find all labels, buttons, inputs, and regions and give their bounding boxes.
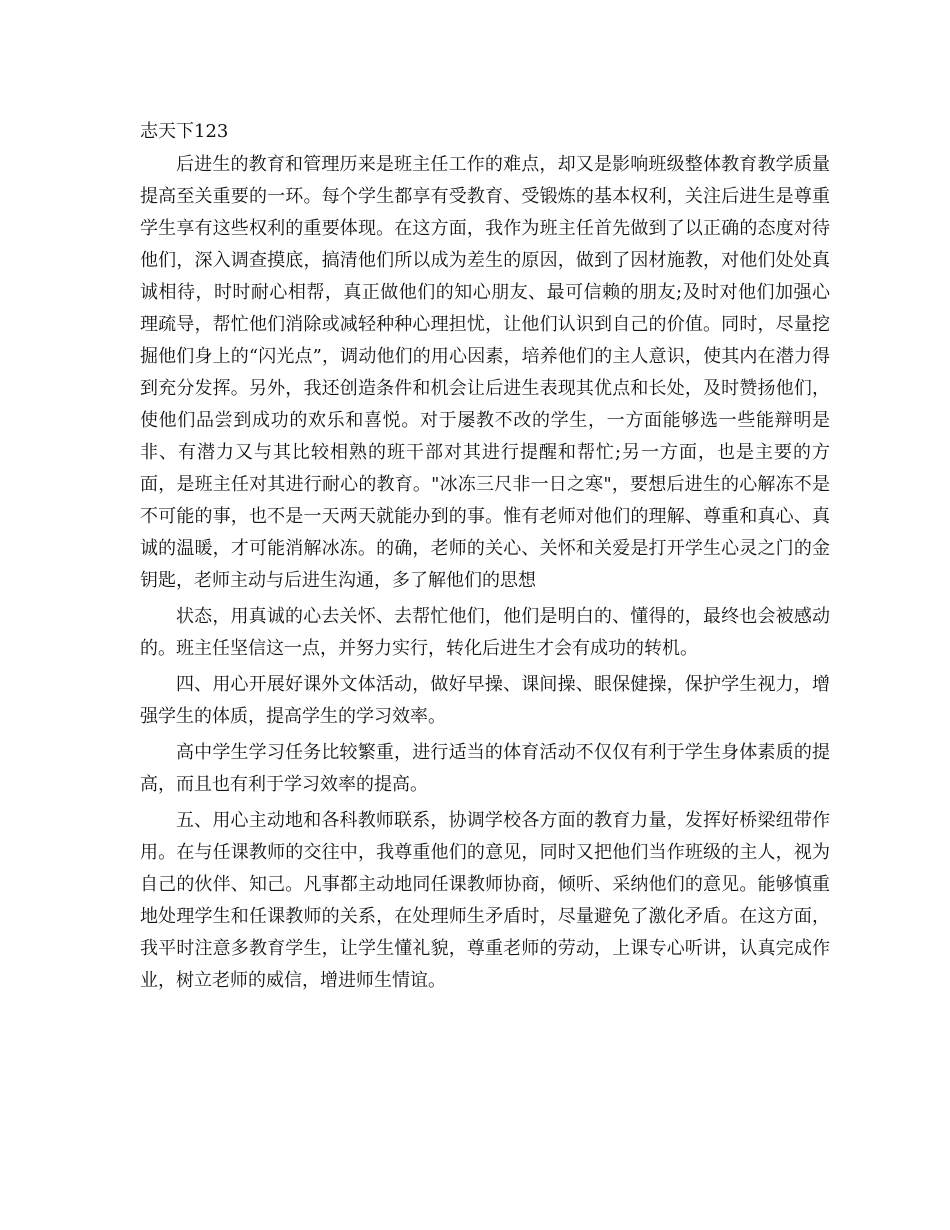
page-header-text: 志天下123 xyxy=(140,121,229,142)
paragraph-section-four: 四、用心开展好课外文体活动，做好早操、课间操、眼保健操，保护学生视力，增强学生的体质，提高学生的学习效率。 xyxy=(140,674,830,727)
paragraph-continuation: 状态，用真诚的心去关怀、去帮忙他们，他们是明白的、懂得的，最终也会被感动的。班主任坚信这一点，并努力实行，转化后进生才会有成功的转机。 xyxy=(140,606,830,659)
paragraph-sports-activity: 高中学生学习任务比较繁重，进行适当的体育活动不仅仅有利于学生身体素质的提高，而且也有利于学习效率的提高。 xyxy=(140,742,830,795)
document-body xyxy=(140,117,830,1001)
paragraph-late-students: 后进生的教育和管理历来是班主任工作的难点，却又是影响班级整体教育教学质量提高至关重要的一环。每个学生都享有受教育、受锻炼的基本权利，关注后进生是尊重学生享有这些权利的重要体现。在这方面，我作为班主任首先做到了以正确的态度对待他们，深入调查摸底，搞清他们所以成为差生的原因，做到了因材施教，对他们处处真诚相待，时时耐心相帮，真正做他们的知心朋友、最可信赖的朋友;及时对他们加强心理疏导，帮忙他们消除或减轻种种心理担忧，让他们认识到自己的价值。同时，尽量挖掘他们身上的“闪光点”，调动他们的用心因素，培养他们的主人意识，使其内在潜力得到充分发挥。另外，我还创造条件和机会让后进生表现其优点和长处，及时赞扬他们，使他们品尝到成功的欢乐和喜悦。对于屡教不改的学生，一方面能够选一些能辩明是非、有潜力又与其比较相熟的班干部对其进行提醒和帮忙;另一方面，也是主要的方面，是班主任对其进行耐心的教育。"冰冻三尺非一日之寒"，要想后进生的心解冻不是不可能的事，也不是一天两天就能办到的事。惟有老师对他们的理解、尊重和真心、真诚的温暖，才可能消解冰冻。的确，老师的关心、关怀和关爱是打开学生心灵之门的金钥匙，老师主动与后进生沟通，多了解他们的思想 xyxy=(140,154,830,591)
paragraph-section-five: 五、用心主动地和各科教师联系，协调学校各方面的教育力量，发挥好桥梁纽带作用。在与任课教师的交往中，我尊重他们的意见，同时又把他们当作班级的主人，视为自己的伙伴、知己。凡事都主动地同任课教师协商，倾听、采纳他们的意见。能够慎重地处理学生和任课教师的关系，在处理师生矛盾时，尽量避免了激化矛盾。在这方面，我平时注意多教育学生，让学生懂礼貌，尊重老师的劳动，上课专心听讲，认真完成作业，树立老师的威信，增进师生情谊。 xyxy=(140,810,830,991)
